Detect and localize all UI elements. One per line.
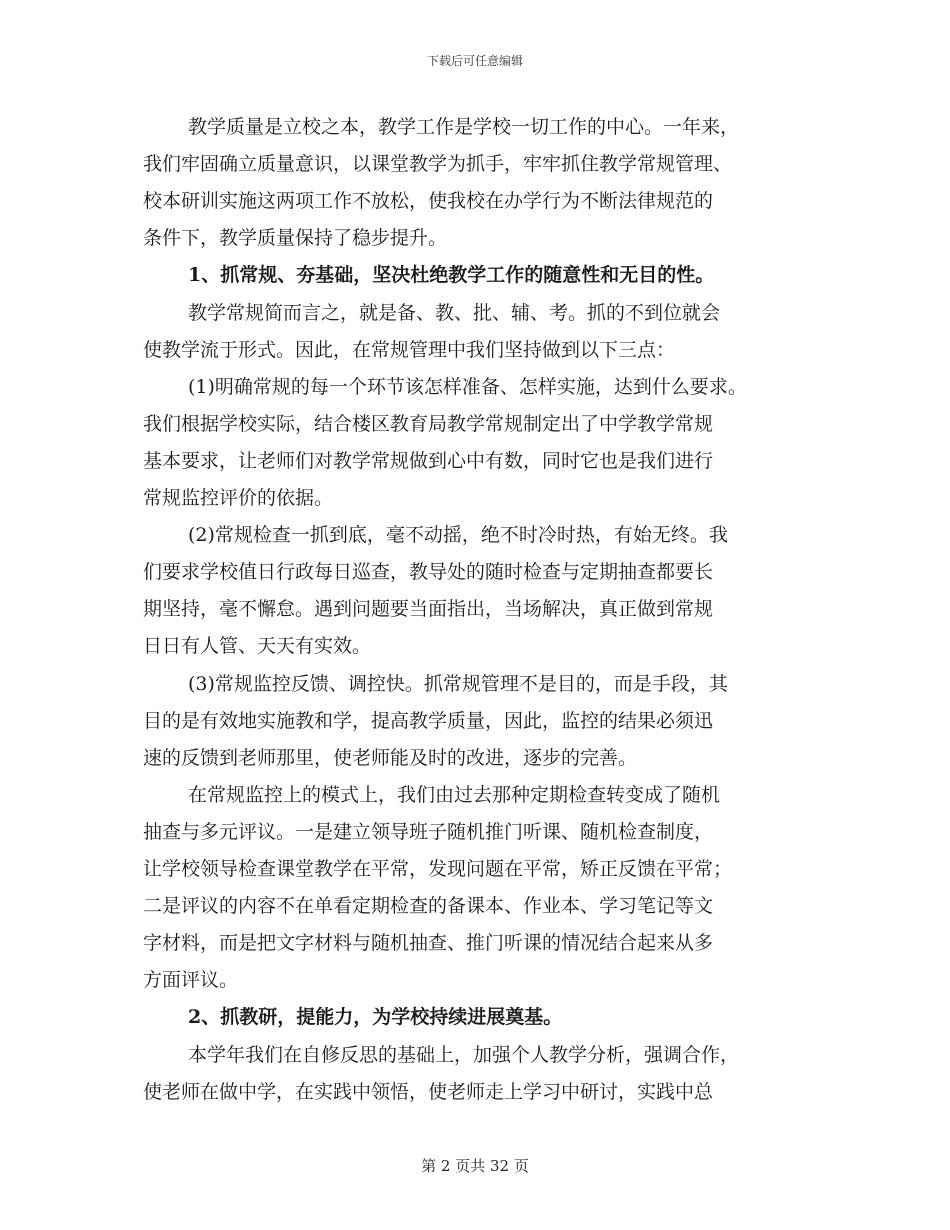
paragraph-line: 日日有人管、天天有实效。: [143, 635, 372, 658]
paragraph-line: 目的是有效地实施教和学，提高教学质量，因此，监控的结果必须迅: [143, 709, 714, 732]
section-heading-line: 2、抓教研，提能力，为学校持续进展奠基。: [188, 1006, 563, 1029]
paragraph-line: (1)明确常规的每一个环节该怎样准备、怎样实施，达到什么要求。: [188, 375, 747, 398]
paragraph-line: 使教学流于形式。因此，在常规管理中我们坚持做到以下三点：: [143, 338, 676, 361]
paragraph-line: 们要求学校值日行政每日巡查，教导处的随时检查与定期抽查都要长: [143, 561, 714, 584]
paragraph-line: 教学常规简而言之，就是备、教、批、辅、考。抓的不到位就会: [188, 301, 721, 324]
paragraph-line: 基本要求，让老师们对教学常规做到心中有数，同时它也是我们进行: [143, 449, 714, 472]
paragraph-line: 教学质量是立校之本，教学工作是学校一切工作的中心。一年来，: [188, 116, 740, 138]
paragraph-line: 抽查与多元评议。一是建立领导班子随机推门听课、随机检查制度，: [143, 820, 714, 843]
paragraph-line: 校本研训实施这两项工作不放松，使我校在办学行为不断法律规范的: [143, 190, 714, 213]
paragraph-line: 我们根据学校实际，结合楼区教育局教学常规制定出了中学教学常规: [143, 412, 714, 435]
paragraph-line: 二是评议的内容不在单看定期检查的备课本、作业本、学习笔记等文: [143, 895, 714, 918]
paragraph-line: 速的反馈到老师那里，使老师能及时的改进，逐步的完善。: [143, 746, 638, 769]
paragraph-line: 让学校领导检查课堂教学在平常，发现问题在平常，矫正反馈在平常；: [143, 858, 733, 880]
paragraph-line: 期坚持，毫不懈怠。遇到问题要当面指出，当场解决，真正做到常规: [143, 598, 714, 621]
paragraph-line: 条件下，教学质量保持了稳步提升。: [143, 227, 448, 250]
paragraph-line: 使老师在做中学，在实践中领悟，使老师走上学习中研讨，实践中总: [143, 1080, 714, 1103]
paragraph-line: 本学年我们在自修反思的基础上，加强个人教学分析，强调合作，: [188, 1043, 740, 1066]
page-header: 下载后可任意编辑: [426, 54, 523, 68]
paragraph-line: (3)常规监控反馈、调控快。抓常规管理不是目的，而是手段，其: [188, 672, 728, 695]
paragraph-line: 字材料，而是把文字材料与随机抽查、推门听课的情况结合起来从多: [143, 932, 714, 955]
paragraph-line: (2)常规检查一抓到底，毫不动摇，绝不时冷时热，有始无终。我: [188, 524, 728, 547]
section-heading-line: 1、抓常规、夯基础，坚决杜绝教学工作的随意性和无目的性。: [188, 264, 715, 287]
page-footer: 第 2 页共 32 页: [421, 1157, 529, 1175]
paragraph-line: 在常规监控上的模式上，我们由过去那种定期检查转变成了随机: [188, 783, 721, 806]
paragraph-line: 常规监控评价的依据。: [143, 487, 334, 509]
paragraph-line: 方面评议。: [143, 969, 239, 992]
paragraph-line: 我们牢固确立质量意识，以课堂教学为抓手，牢牢抓住教学常规管理、: [143, 153, 733, 176]
